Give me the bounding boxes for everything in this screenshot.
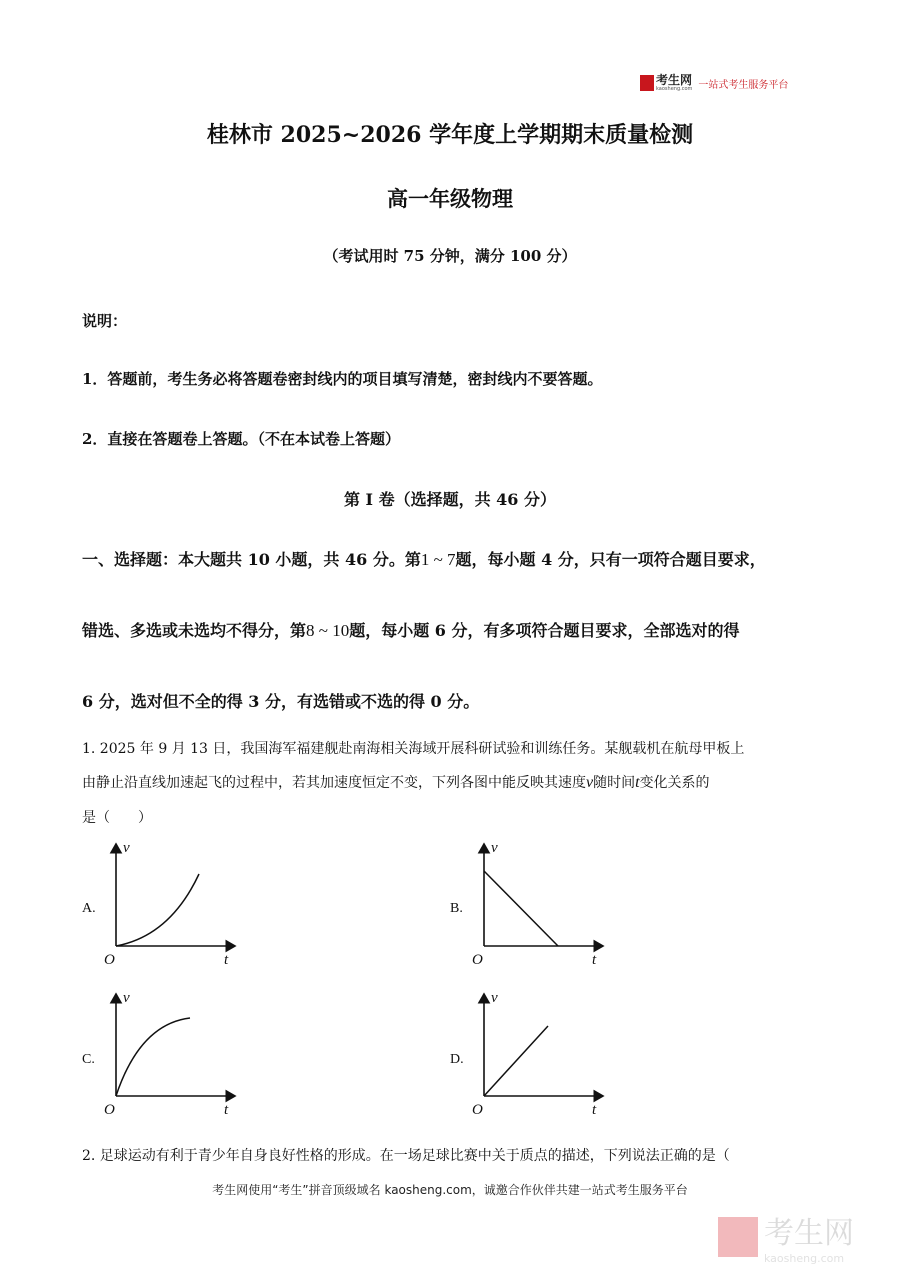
- option-c-graph[interactable]: [100, 986, 240, 1120]
- q2-text: 2. 足球运动有利于青少年自身良好性格的形成。在一场足球比赛中关于质点的描述，下列说法正确的是（: [82, 1148, 730, 1164]
- watermark-mark-icon: [718, 1217, 758, 1257]
- section1-line1: [82, 547, 766, 570]
- graph-line: [484, 871, 558, 946]
- option-d-label[interactable]: D.: [450, 1052, 464, 1067]
- q1-line1: 1. 2025 年 9 月 13 日，我国海军福建舰赴南海相关海域开展科研试验和训练任务。某舰载机在航母甲板上: [82, 741, 745, 757]
- axis-label-t: t: [224, 1102, 229, 1118]
- part1-title: 第 I 卷（选择题，共 46 分）: [343, 490, 557, 509]
- axis-label-t: t: [224, 952, 229, 968]
- logo-domain: kaosheng.com: [656, 86, 693, 92]
- section1-range-2: 8 ~ 10: [306, 621, 350, 640]
- axis-label-v: v: [491, 990, 498, 1006]
- watermark-name: 考生网: [764, 1216, 854, 1251]
- exam-info: （考试用时 75 分钟，满分 100 分）: [323, 247, 577, 265]
- q1-var-v: v: [586, 774, 594, 791]
- section1-line2: [82, 618, 740, 641]
- brand-logo: [640, 74, 788, 92]
- logo-name: 考生网: [656, 73, 693, 87]
- section1-range-1: 1 ~ 7: [420, 550, 456, 569]
- section1-line2-a: 错选、多选或未选均不得分，第: [82, 621, 307, 640]
- section1-line3: 6 分，选对但不全的得 3 分，有选错或不选的得 0 分。: [82, 692, 480, 711]
- graph-curve: [116, 1018, 190, 1096]
- q1-line3: 是（ ）: [82, 810, 152, 826]
- option-b-graph[interactable]: [468, 836, 608, 970]
- graph-curve: [116, 874, 199, 946]
- origin-label: O: [472, 952, 483, 968]
- section1-line1-a: 一、选择题：本大题共 10 小题，共 46 分。第: [82, 550, 421, 569]
- option-a-label[interactable]: A.: [82, 901, 96, 916]
- origin-label: O: [472, 1102, 483, 1118]
- axis-label-v: v: [491, 840, 498, 856]
- exam-subtitle: 高一年级物理: [387, 186, 513, 211]
- option-b-label[interactable]: B.: [450, 901, 463, 916]
- axis-label-t: t: [592, 1102, 597, 1118]
- option-d-graph[interactable]: [468, 986, 608, 1120]
- note-item-2: 2．直接在答题卷上答题。（不在本试卷上答题）: [82, 430, 400, 448]
- q1-line2-a: 由静止沿直线加速起飞的过程中，若其加速度恒定不变，下列各图中能反映其速度: [82, 775, 586, 791]
- page-footer: 考生网使用“考生”拼音顶级域名 kaosheng.com，诚邀合作伙伴共建一站式考生服务平台: [212, 1183, 688, 1197]
- axis-label-v: v: [123, 840, 130, 856]
- graph-line: [484, 1026, 548, 1096]
- origin-label: O: [104, 1102, 115, 1118]
- note-item-1: 1．答题前，考生务必将答题卷密封线内的项目填写清楚，密封线内不要答题。: [82, 370, 603, 388]
- section1-line1-b: 题，每小题 4 分，只有一项符合题目要求，: [455, 550, 766, 569]
- q1-line2-c: 变化关系的: [639, 775, 710, 791]
- q1-line2-b: 随时间: [593, 775, 636, 791]
- watermark-logo: [718, 1208, 854, 1265]
- option-a-graph[interactable]: [100, 836, 240, 970]
- axis-label-t: t: [592, 952, 597, 968]
- origin-label: O: [104, 952, 115, 968]
- q1-var-t: t: [635, 774, 640, 791]
- section1-line2-b: 题，每小题 6 分，有多项符合题目要求，全部选对的得: [349, 621, 740, 640]
- q1-line2: [82, 772, 710, 792]
- logo-slogan: 一站式考生服务平台: [698, 79, 789, 91]
- axis-label-v: v: [123, 990, 130, 1006]
- notes-heading: 说明：: [82, 312, 128, 330]
- exam-title: 桂林市 2025~2026 学年度上学期期末质量检测: [206, 122, 694, 148]
- logo-mark-icon: [640, 75, 654, 91]
- option-c-label[interactable]: C.: [82, 1052, 95, 1067]
- watermark-domain: kaosheng.com: [764, 1252, 845, 1265]
